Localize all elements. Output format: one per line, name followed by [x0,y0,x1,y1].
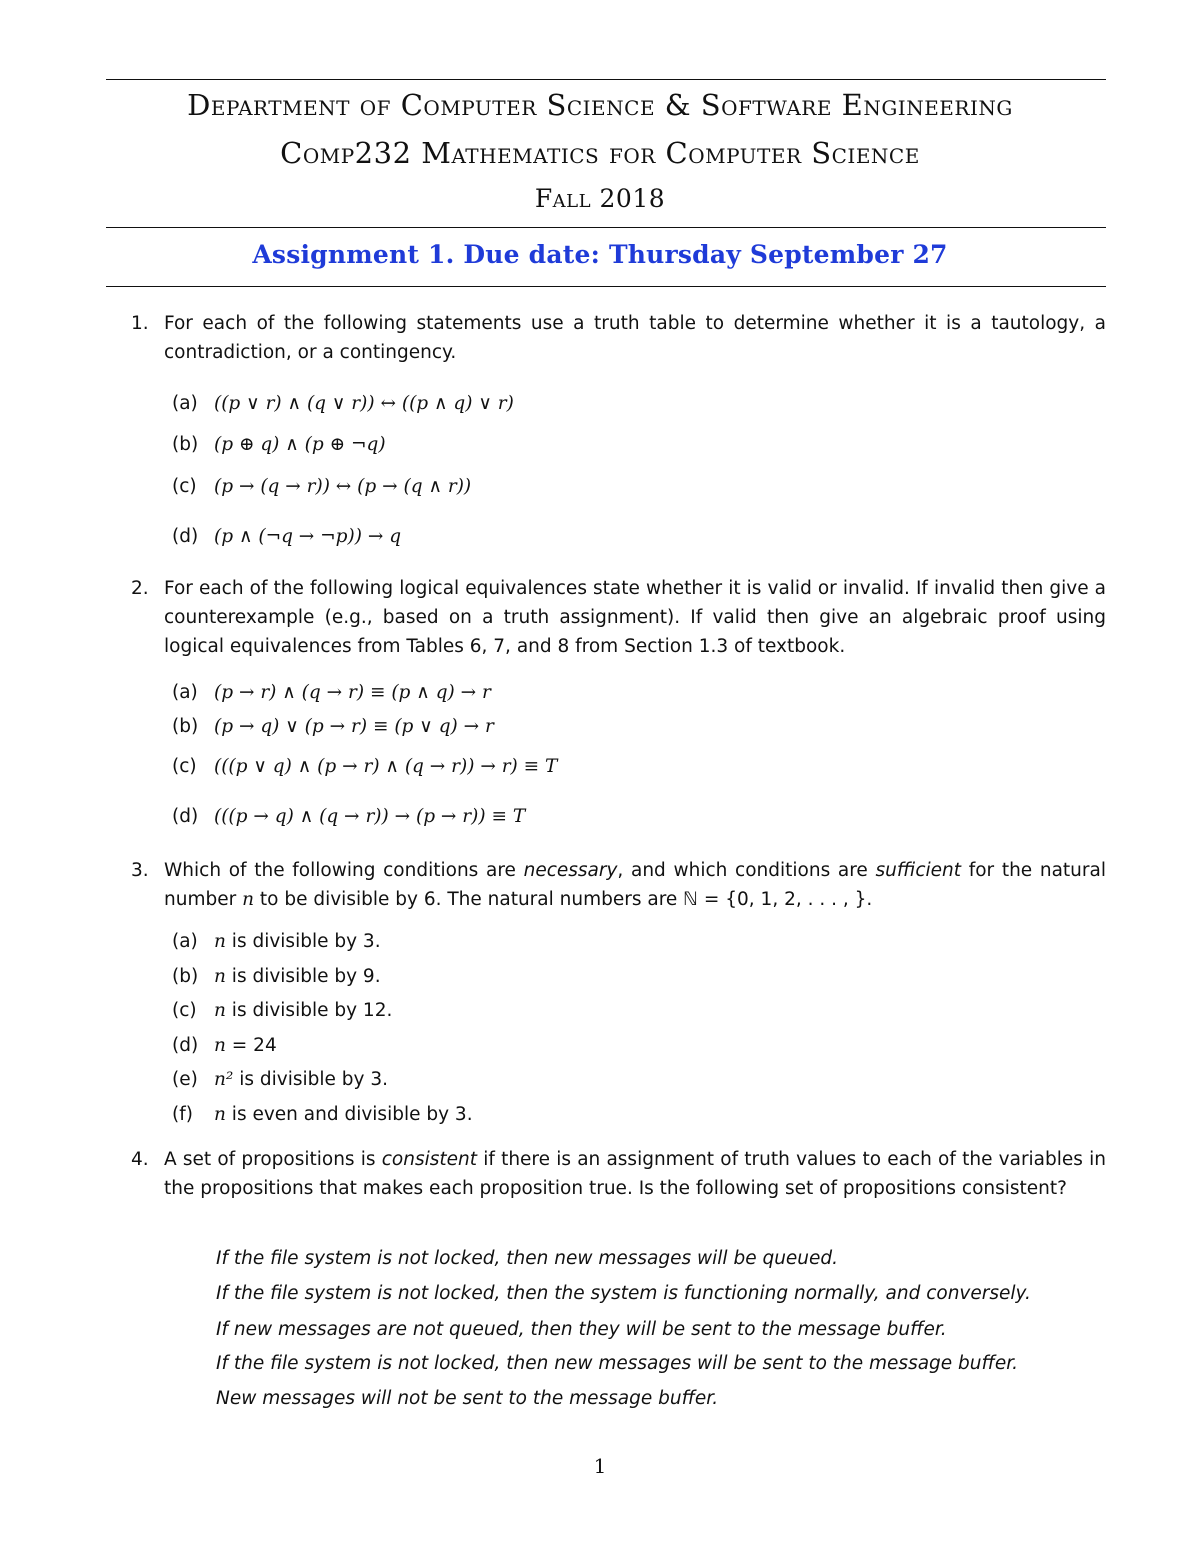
q3-item-f [172,1104,473,1125]
item-text: is even and divisible by 3. [225,1104,473,1125]
item-label: (a) [172,393,198,414]
item-text: is divisible by 9. [225,966,381,987]
item-variable: n [214,1035,226,1056]
q2-item-a [172,682,491,703]
item-label: (d) [172,1035,199,1056]
q3-item-d [172,1035,277,1056]
question-number: 3. [131,860,149,881]
item-text: is divisible by 3. [233,1069,389,1090]
question-number: 1. [131,313,149,334]
q3-item-c [172,1000,392,1021]
question-2 [131,574,1111,661]
question-3 [131,856,1111,914]
q1-item-d [172,526,401,547]
item-text: is divisible by 3. [225,931,381,952]
item-variable: n [214,931,226,952]
question-4 [131,1145,1111,1203]
item-expression: (p → (q → r)) ↔ (p → (q ∧ r)) [214,476,472,497]
q3-item-a [172,931,381,952]
q2-item-b [172,716,494,737]
question-stem: Which of the following conditions are necessary, and which conditions are sufficient for the natural number n to be divisible by 6. The natural numbers are ℕ = {0, 1, 2, . . . , }. [164,860,1106,910]
item-label: (d) [172,526,199,547]
term-heading: Fall 2018 [534,184,666,213]
q1-item-a [172,393,514,414]
item-label: (c) [172,756,197,777]
item-expression: (p ⊕ q) ∧ (p ⊕ ¬q) [214,434,386,455]
proposition-2: If the file system is not locked, then the system is functioning normally, and conversely. [216,1283,1031,1304]
q2-item-c [172,756,557,777]
item-expression: (p → q) ∨ (p → r) ≡ (p ∨ q) → r [214,716,494,737]
q3-item-b [172,966,381,987]
header-rule [106,227,1106,228]
item-label: (b) [172,434,199,455]
question-number: 4. [131,1149,149,1170]
top-rule [106,79,1106,80]
item-variable: n [214,1104,226,1125]
q2-item-d [172,806,525,827]
item-text: = 24 [225,1035,277,1056]
item-expression: (((p → q) ∧ (q → r)) → (p → r)) ≡ T [214,806,526,827]
item-expression: (p → r) ∧ (q → r) ≡ (p ∧ q) → r [214,682,491,703]
q1-item-c [172,476,471,497]
question-stem: For each of the following logical equivalences state whether it is valid or invalid. If invalid then give a counterexample (e.g., based on a truth assignment). If valid then give an algebraic proof using logical equivalences from Tables 6, 7, and 8 from Section 1.3 of textbook. [164,578,1106,657]
item-variable: n² [214,1069,234,1090]
item-label: (b) [172,716,199,737]
q3-item-e [172,1069,388,1090]
item-label: (a) [172,931,198,952]
item-label: (c) [172,1000,197,1021]
item-label: (f) [172,1104,193,1125]
question-1 [131,309,1111,367]
proposition-5: New messages will not be sent to the message buffer. [216,1388,719,1409]
item-variable: n [214,966,226,987]
item-label: (a) [172,682,198,703]
department-heading: Department of Computer Science & Software Engineering [187,88,1013,122]
variable-n: n [242,889,255,910]
assignment-title: Assignment 1. Due date: Thursday September 27 [252,240,948,269]
item-label: (b) [172,966,199,987]
item-label: (c) [172,476,197,497]
question-stem: A set of propositions is consistent if there is an assignment of truth values to each of the variables in the propositions that makes each proposition true. Is the following set of propositions consistent? [164,1149,1106,1199]
item-expression: (p ∧ (¬q → ¬p)) → q [214,526,402,547]
proposition-3: If new messages are not queued, then they will be sent to the message buffer. [216,1319,947,1340]
item-label: (e) [172,1069,198,1090]
q1-item-b [172,434,386,455]
term-sufficient: sufficient [875,860,962,881]
course-heading: Comp232 Mathematics for Computer Science [280,136,920,170]
item-expression: ((p ∨ r) ∧ (q ∨ r)) ↔ ((p ∧ q) ∨ r) [214,393,514,414]
page-number: 1 [593,1454,607,1478]
question-stem: For each of the following statements use a truth table to determine whether it is a tautology, a contradiction, or a contingency. [164,313,1106,363]
item-text: is divisible by 12. [225,1000,393,1021]
proposition-1: If the file system is not locked, then new messages will be queued. [216,1248,839,1269]
item-label: (d) [172,806,199,827]
proposition-4: If the file system is not locked, then new messages will be sent to the message buffer. [216,1353,1019,1374]
term-necessary: necessary [523,860,618,881]
term-consistent: consistent [381,1149,477,1170]
item-expression: (((p ∨ q) ∧ (p → r) ∧ (q → r)) → r) ≡ T [214,756,558,777]
title-rule [106,286,1106,287]
item-variable: n [214,1000,226,1021]
question-number: 2. [131,578,149,599]
